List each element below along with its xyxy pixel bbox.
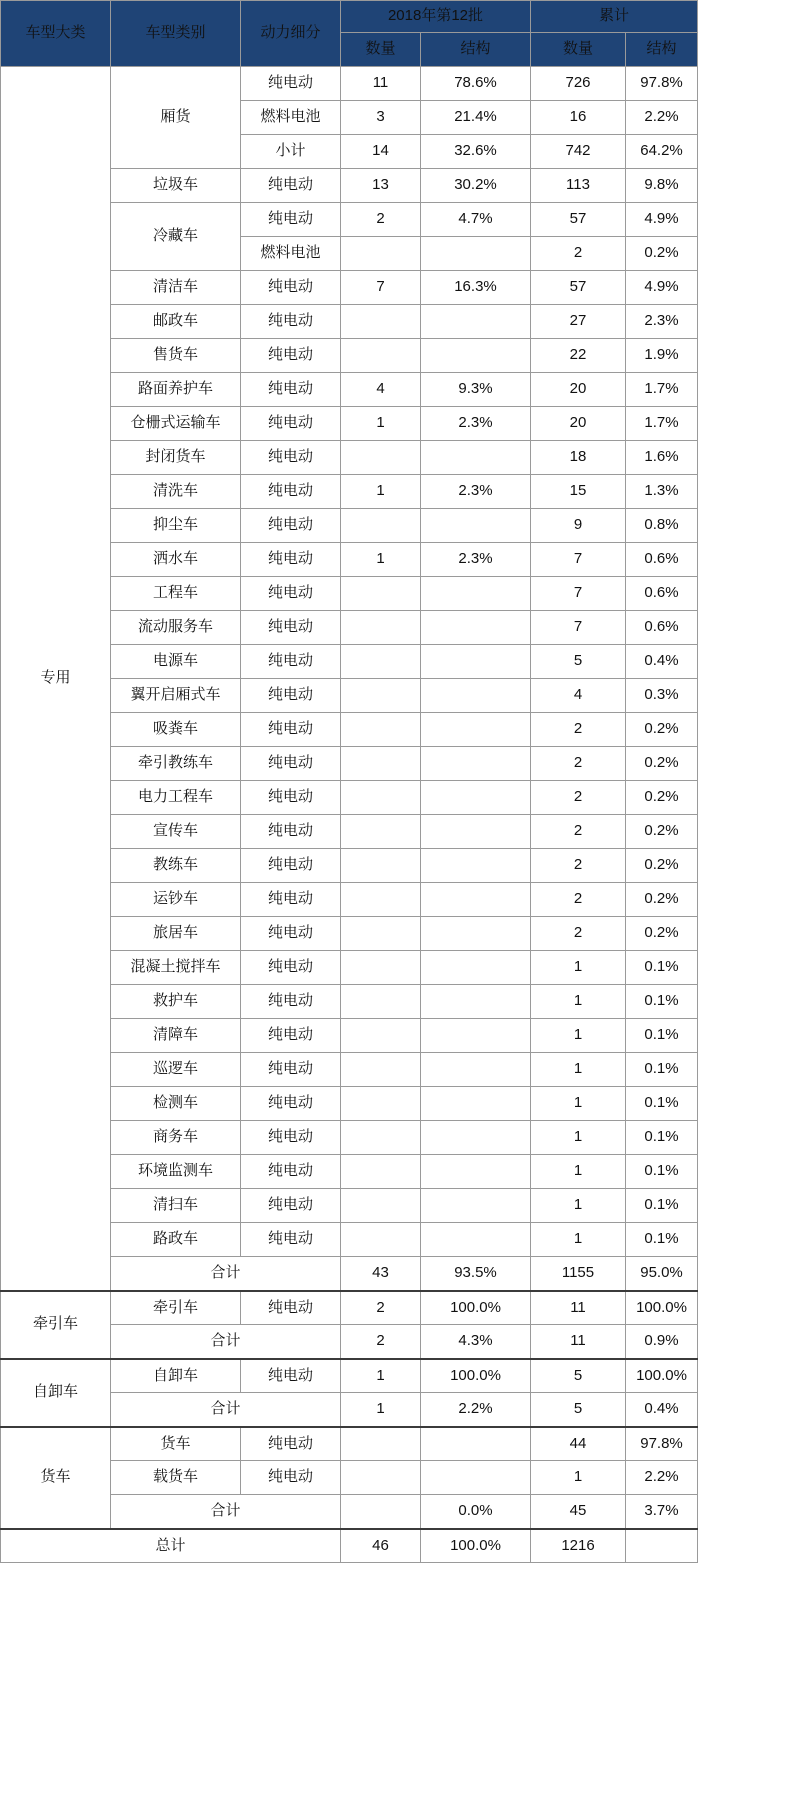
powertrain-cell: 纯电动: [241, 373, 341, 407]
cumulative-share-cell: 0.1%: [626, 985, 698, 1019]
batch-share-cell: 32.6%: [421, 135, 531, 169]
header-cumulative-share: 结构: [626, 33, 698, 67]
batch-count-cell: [341, 917, 421, 951]
cumulative-count-cell: 18: [531, 441, 626, 475]
cumulative-share-cell: 0.8%: [626, 509, 698, 543]
table-row: [1, 1359, 698, 1393]
cumulative-count-cell: 9: [531, 509, 626, 543]
group-total-batch-count-cell: 43: [341, 1257, 421, 1291]
group-total-cumulative-count-cell: 45: [531, 1495, 626, 1529]
cumulative-share-cell: 100.0%: [626, 1291, 698, 1325]
batch-share-cell: 9.3%: [421, 373, 531, 407]
batch-count-cell: [341, 1087, 421, 1121]
group-total-cumulative-share-cell: 0.4%: [626, 1393, 698, 1427]
major-category-cell: 专用: [1, 67, 111, 1291]
powertrain-cell: 纯电动: [241, 1189, 341, 1223]
powertrain-cell: 纯电动: [241, 883, 341, 917]
vehicle-category-cell: 混凝土搅拌车: [111, 951, 241, 985]
powertrain-cell: 纯电动: [241, 577, 341, 611]
cumulative-share-cell: 0.1%: [626, 1053, 698, 1087]
cumulative-share-cell: 0.1%: [626, 951, 698, 985]
powertrain-cell: 纯电动: [241, 1053, 341, 1087]
group-total-label-cell: 合计: [111, 1325, 341, 1359]
powertrain-cell: 纯电动: [241, 713, 341, 747]
batch-count-cell: [341, 1427, 421, 1461]
batch-share-cell: [421, 747, 531, 781]
batch-share-cell: [421, 1053, 531, 1087]
vehicle-category-cell: 售货车: [111, 339, 241, 373]
table-row: [1, 1291, 698, 1325]
cumulative-share-cell: 0.3%: [626, 679, 698, 713]
group-total-cumulative-share-cell: 3.7%: [626, 1495, 698, 1529]
batch-count-cell: 2: [341, 1291, 421, 1325]
batch-share-cell: [421, 815, 531, 849]
cumulative-count-cell: 7: [531, 611, 626, 645]
batch-share-cell: 78.6%: [421, 67, 531, 101]
powertrain-cell: 纯电动: [241, 169, 341, 203]
cumulative-count-cell: 5: [531, 645, 626, 679]
group-total-label-cell: 合计: [111, 1393, 341, 1427]
grand-total-batch-share-cell: 100.0%: [421, 1529, 531, 1563]
batch-count-cell: 11: [341, 67, 421, 101]
table-header: [1, 1, 698, 67]
header-batch-count: 数量: [341, 33, 421, 67]
powertrain-cell: 纯电动: [241, 1087, 341, 1121]
cumulative-share-cell: 0.6%: [626, 577, 698, 611]
cumulative-count-cell: 16: [531, 101, 626, 135]
vehicle-category-cell: 仓栅式运输车: [111, 407, 241, 441]
major-category-cell: 货车: [1, 1427, 111, 1529]
group-total-batch-count-cell: [341, 1495, 421, 1529]
cumulative-share-cell: 0.2%: [626, 713, 698, 747]
batch-share-cell: 2.3%: [421, 475, 531, 509]
powertrain-cell: 纯电动: [241, 1427, 341, 1461]
batch-count-cell: 1: [341, 407, 421, 441]
powertrain-cell: 纯电动: [241, 1291, 341, 1325]
group-total-cumulative-share-cell: 0.9%: [626, 1325, 698, 1359]
powertrain-cell: 纯电动: [241, 203, 341, 237]
cumulative-share-cell: 0.1%: [626, 1189, 698, 1223]
batch-count-cell: [341, 679, 421, 713]
batch-count-cell: [341, 883, 421, 917]
vehicle-category-cell: 清扫车: [111, 1189, 241, 1223]
cumulative-share-cell: 0.2%: [626, 849, 698, 883]
cumulative-count-cell: 20: [531, 373, 626, 407]
cumulative-share-cell: 1.3%: [626, 475, 698, 509]
cumulative-count-cell: 1: [531, 1087, 626, 1121]
vehicle-category-cell: 检测车: [111, 1087, 241, 1121]
batch-share-cell: [421, 1427, 531, 1461]
batch-share-cell: [421, 679, 531, 713]
cumulative-share-cell: 0.1%: [626, 1121, 698, 1155]
batch-count-cell: [341, 441, 421, 475]
batch-count-cell: [341, 951, 421, 985]
cumulative-count-cell: 113: [531, 169, 626, 203]
major-category-cell: 自卸车: [1, 1359, 111, 1427]
batch-share-cell: [421, 1461, 531, 1495]
group-total-batch-share-cell: 93.5%: [421, 1257, 531, 1291]
batch-share-cell: [421, 1189, 531, 1223]
powertrain-cell: 纯电动: [241, 441, 341, 475]
batch-count-cell: [341, 611, 421, 645]
batch-count-cell: [341, 849, 421, 883]
powertrain-cell: 纯电动: [241, 611, 341, 645]
batch-share-cell: [421, 1019, 531, 1053]
powertrain-cell: 纯电动: [241, 1359, 341, 1393]
grand-total-cumulative-count-cell: 1216: [531, 1529, 626, 1563]
cumulative-share-cell: 0.4%: [626, 645, 698, 679]
batch-count-cell: [341, 509, 421, 543]
batch-share-cell: [421, 1087, 531, 1121]
cumulative-share-cell: 0.1%: [626, 1019, 698, 1053]
cumulative-share-cell: 0.2%: [626, 781, 698, 815]
batch-share-cell: [421, 951, 531, 985]
vehicle-category-cell: 旅居车: [111, 917, 241, 951]
vehicle-category-cell: 厢货: [111, 67, 241, 169]
powertrain-cell: 纯电动: [241, 407, 341, 441]
vehicle-category-cell: 运钞车: [111, 883, 241, 917]
cumulative-count-cell: 2: [531, 713, 626, 747]
vehicle-category-cell: 封闭货车: [111, 441, 241, 475]
cumulative-share-cell: 0.2%: [626, 815, 698, 849]
cumulative-count-cell: 2: [531, 815, 626, 849]
vehicle-category-cell: 工程车: [111, 577, 241, 611]
group-total-cumulative-count-cell: 5: [531, 1393, 626, 1427]
cumulative-share-cell: 1.9%: [626, 339, 698, 373]
batch-share-cell: [421, 237, 531, 271]
header-batch-share: 结构: [421, 33, 531, 67]
vehicle-category-cell: 清洗车: [111, 475, 241, 509]
vehicle-category-cell: 吸粪车: [111, 713, 241, 747]
cumulative-count-cell: 1: [531, 1461, 626, 1495]
vehicle-category-cell: 牵引教练车: [111, 747, 241, 781]
major-category-cell: 牵引车: [1, 1291, 111, 1359]
cumulative-share-cell: 0.2%: [626, 747, 698, 781]
batch-count-cell: 4: [341, 373, 421, 407]
header-row-top: [1, 1, 698, 33]
batch-share-cell: 100.0%: [421, 1291, 531, 1325]
cumulative-share-cell: 100.0%: [626, 1359, 698, 1393]
powertrain-cell: 纯电动: [241, 679, 341, 713]
group-total-label-cell: 合计: [111, 1495, 341, 1529]
batch-count-cell: [341, 985, 421, 1019]
batch-count-cell: [341, 747, 421, 781]
batch-share-cell: [421, 577, 531, 611]
powertrain-cell: 纯电动: [241, 1461, 341, 1495]
cumulative-share-cell: 0.6%: [626, 543, 698, 577]
vehicle-category-cell: 电力工程车: [111, 781, 241, 815]
batch-count-cell: 7: [341, 271, 421, 305]
cumulative-share-cell: 0.6%: [626, 611, 698, 645]
batch-share-cell: [421, 985, 531, 1019]
batch-count-cell: 1: [341, 543, 421, 577]
vehicle-category-cell: 路面养护车: [111, 373, 241, 407]
vehicle-category-cell: 邮政车: [111, 305, 241, 339]
batch-share-cell: [421, 509, 531, 543]
powertrain-cell: 纯电动: [241, 1155, 341, 1189]
cumulative-count-cell: 1: [531, 985, 626, 1019]
batch-share-cell: [421, 1155, 531, 1189]
cumulative-share-cell: 0.2%: [626, 883, 698, 917]
group-total-batch-count-cell: 1: [341, 1393, 421, 1427]
powertrain-cell: 纯电动: [241, 1121, 341, 1155]
table-row: [1, 1427, 698, 1461]
batch-share-cell: 16.3%: [421, 271, 531, 305]
group-total-batch-share-cell: 4.3%: [421, 1325, 531, 1359]
batch-share-cell: [421, 849, 531, 883]
cumulative-count-cell: 7: [531, 577, 626, 611]
cumulative-count-cell: 1: [531, 951, 626, 985]
vehicle-category-cell: 环境监测车: [111, 1155, 241, 1189]
table-body: [1, 67, 698, 1563]
vehicle-category-cell: 清障车: [111, 1019, 241, 1053]
cumulative-count-cell: 5: [531, 1359, 626, 1393]
powertrain-cell: 纯电动: [241, 747, 341, 781]
group-total-batch-count-cell: 2: [341, 1325, 421, 1359]
vehicle-category-cell: 冷藏车: [111, 203, 241, 271]
header-vehicle-category: 车型类别: [111, 1, 241, 67]
batch-share-cell: [421, 1121, 531, 1155]
cumulative-count-cell: 2: [531, 237, 626, 271]
vehicle-category-cell: 教练车: [111, 849, 241, 883]
batch-count-cell: [341, 781, 421, 815]
batch-share-cell: [421, 781, 531, 815]
header-major-category: 车型大类: [1, 1, 111, 67]
batch-count-cell: 2: [341, 203, 421, 237]
vehicle-category-cell: 商务车: [111, 1121, 241, 1155]
vehicle-category-cell: 清洁车: [111, 271, 241, 305]
cumulative-count-cell: 2: [531, 747, 626, 781]
cumulative-count-cell: 20: [531, 407, 626, 441]
batch-share-cell: 30.2%: [421, 169, 531, 203]
batch-count-cell: [341, 1223, 421, 1257]
cumulative-count-cell: 7: [531, 543, 626, 577]
cumulative-count-cell: 2: [531, 781, 626, 815]
group-total-batch-share-cell: 0.0%: [421, 1495, 531, 1529]
batch-count-cell: [341, 1053, 421, 1087]
cumulative-share-cell: 0.1%: [626, 1223, 698, 1257]
batch-count-cell: [341, 1121, 421, 1155]
powertrain-cell: 纯电动: [241, 509, 341, 543]
group-total-cumulative-count-cell: 11: [531, 1325, 626, 1359]
table-row: [1, 67, 698, 101]
powertrain-cell: 纯电动: [241, 475, 341, 509]
cumulative-share-cell: 0.1%: [626, 1155, 698, 1189]
batch-count-cell: 13: [341, 169, 421, 203]
batch-share-cell: [421, 645, 531, 679]
batch-share-cell: 2.3%: [421, 407, 531, 441]
batch-count-cell: [341, 645, 421, 679]
grand-total-label-cell: 总计: [1, 1529, 341, 1563]
powertrain-cell: 燃料电池: [241, 101, 341, 135]
powertrain-cell: 纯电动: [241, 985, 341, 1019]
powertrain-cell: 燃料电池: [241, 237, 341, 271]
cumulative-share-cell: 0.2%: [626, 237, 698, 271]
batch-count-cell: 1: [341, 475, 421, 509]
cumulative-share-cell: 0.1%: [626, 1087, 698, 1121]
batch-count-cell: [341, 1019, 421, 1053]
vehicle-category-cell: 洒水车: [111, 543, 241, 577]
batch-count-cell: [341, 1155, 421, 1189]
batch-share-cell: [421, 305, 531, 339]
batch-count-cell: [341, 577, 421, 611]
batch-share-cell: [421, 917, 531, 951]
cumulative-share-cell: 1.6%: [626, 441, 698, 475]
cumulative-count-cell: 1: [531, 1155, 626, 1189]
powertrain-cell: 纯电动: [241, 543, 341, 577]
vehicle-category-cell: 牵引车: [111, 1291, 241, 1325]
cumulative-count-cell: 57: [531, 271, 626, 305]
batch-share-cell: 21.4%: [421, 101, 531, 135]
group-total-cumulative-count-cell: 1155: [531, 1257, 626, 1291]
cumulative-count-cell: 15: [531, 475, 626, 509]
batch-count-cell: [341, 1189, 421, 1223]
cumulative-count-cell: 1: [531, 1223, 626, 1257]
powertrain-cell: 纯电动: [241, 781, 341, 815]
batch-share-cell: [421, 883, 531, 917]
vehicle-category-cell: 自卸车: [111, 1359, 241, 1393]
batch-share-cell: 100.0%: [421, 1359, 531, 1393]
cumulative-count-cell: 1: [531, 1053, 626, 1087]
vehicle-category-cell: 抑尘车: [111, 509, 241, 543]
batch-share-cell: [421, 611, 531, 645]
batch-count-cell: 3: [341, 101, 421, 135]
header-group-cumulative: 累计: [531, 1, 698, 33]
cumulative-count-cell: 44: [531, 1427, 626, 1461]
vehicle-category-cell: 宣传车: [111, 815, 241, 849]
group-total-label-cell: 合计: [111, 1257, 341, 1291]
cumulative-share-cell: 64.2%: [626, 135, 698, 169]
powertrain-cell: 纯电动: [241, 917, 341, 951]
batch-share-cell: 4.7%: [421, 203, 531, 237]
powertrain-cell: 纯电动: [241, 305, 341, 339]
cumulative-share-cell: 9.8%: [626, 169, 698, 203]
cumulative-count-cell: 27: [531, 305, 626, 339]
cumulative-share-cell: 1.7%: [626, 373, 698, 407]
cumulative-share-cell: 97.8%: [626, 1427, 698, 1461]
batch-share-cell: [421, 441, 531, 475]
vehicle-category-cell: 电源车: [111, 645, 241, 679]
cumulative-share-cell: 2.3%: [626, 305, 698, 339]
batch-count-cell: [341, 815, 421, 849]
grand-total-row: [1, 1529, 698, 1563]
batch-count-cell: [341, 713, 421, 747]
cumulative-count-cell: 1: [531, 1121, 626, 1155]
vehicle-category-cell: 救护车: [111, 985, 241, 1019]
powertrain-cell: 纯电动: [241, 849, 341, 883]
cumulative-count-cell: 4: [531, 679, 626, 713]
cumulative-share-cell: 4.9%: [626, 271, 698, 305]
vehicle-category-cell: 货车: [111, 1427, 241, 1461]
header-cumulative-count: 数量: [531, 33, 626, 67]
batch-count-cell: [341, 339, 421, 373]
powertrain-cell: 纯电动: [241, 645, 341, 679]
powertrain-cell: 纯电动: [241, 1019, 341, 1053]
vehicle-category-cell: 流动服务车: [111, 611, 241, 645]
cumulative-count-cell: 1: [531, 1189, 626, 1223]
vehicle-category-cell: 路政车: [111, 1223, 241, 1257]
batch-share-cell: [421, 339, 531, 373]
header-group-batch: 2018年第12批: [341, 1, 531, 33]
batch-count-cell: [341, 237, 421, 271]
cumulative-count-cell: 742: [531, 135, 626, 169]
powertrain-cell: 纯电动: [241, 1223, 341, 1257]
cumulative-share-cell: 97.8%: [626, 67, 698, 101]
cumulative-count-cell: 2: [531, 917, 626, 951]
batch-share-cell: [421, 1223, 531, 1257]
cumulative-count-cell: 11: [531, 1291, 626, 1325]
vehicle-category-cell: 垃圾车: [111, 169, 241, 203]
batch-share-cell: 2.3%: [421, 543, 531, 577]
group-total-cumulative-share-cell: 95.0%: [626, 1257, 698, 1291]
header-powertrain: 动力细分: [241, 1, 341, 67]
powertrain-cell: 纯电动: [241, 67, 341, 101]
vehicle-category-cell: 翼开启厢式车: [111, 679, 241, 713]
powertrain-cell: 纯电动: [241, 815, 341, 849]
batch-count-cell: [341, 305, 421, 339]
powertrain-cell: 纯电动: [241, 271, 341, 305]
cumulative-share-cell: 2.2%: [626, 1461, 698, 1495]
cumulative-count-cell: 2: [531, 849, 626, 883]
cumulative-share-cell: 1.7%: [626, 407, 698, 441]
powertrain-cell: 纯电动: [241, 339, 341, 373]
cumulative-share-cell: 4.9%: [626, 203, 698, 237]
batch-share-cell: [421, 713, 531, 747]
cumulative-count-cell: 22: [531, 339, 626, 373]
grand-total-cumulative-share-cell: [626, 1529, 698, 1563]
subtotal-label-cell: 小计: [241, 135, 341, 169]
cumulative-count-cell: 726: [531, 67, 626, 101]
cumulative-count-cell: 2: [531, 883, 626, 917]
cumulative-share-cell: 2.2%: [626, 101, 698, 135]
vehicle-category-cell: 巡逻车: [111, 1053, 241, 1087]
cumulative-count-cell: 57: [531, 203, 626, 237]
batch-count-cell: [341, 1461, 421, 1495]
group-total-batch-share-cell: 2.2%: [421, 1393, 531, 1427]
batch-count-cell: 1: [341, 1359, 421, 1393]
grand-total-batch-count-cell: 46: [341, 1529, 421, 1563]
cumulative-share-cell: 0.2%: [626, 917, 698, 951]
batch-count-cell: 14: [341, 135, 421, 169]
vehicle-category-cell: 载货车: [111, 1461, 241, 1495]
powertrain-cell: 纯电动: [241, 951, 341, 985]
cumulative-count-cell: 1: [531, 1019, 626, 1053]
